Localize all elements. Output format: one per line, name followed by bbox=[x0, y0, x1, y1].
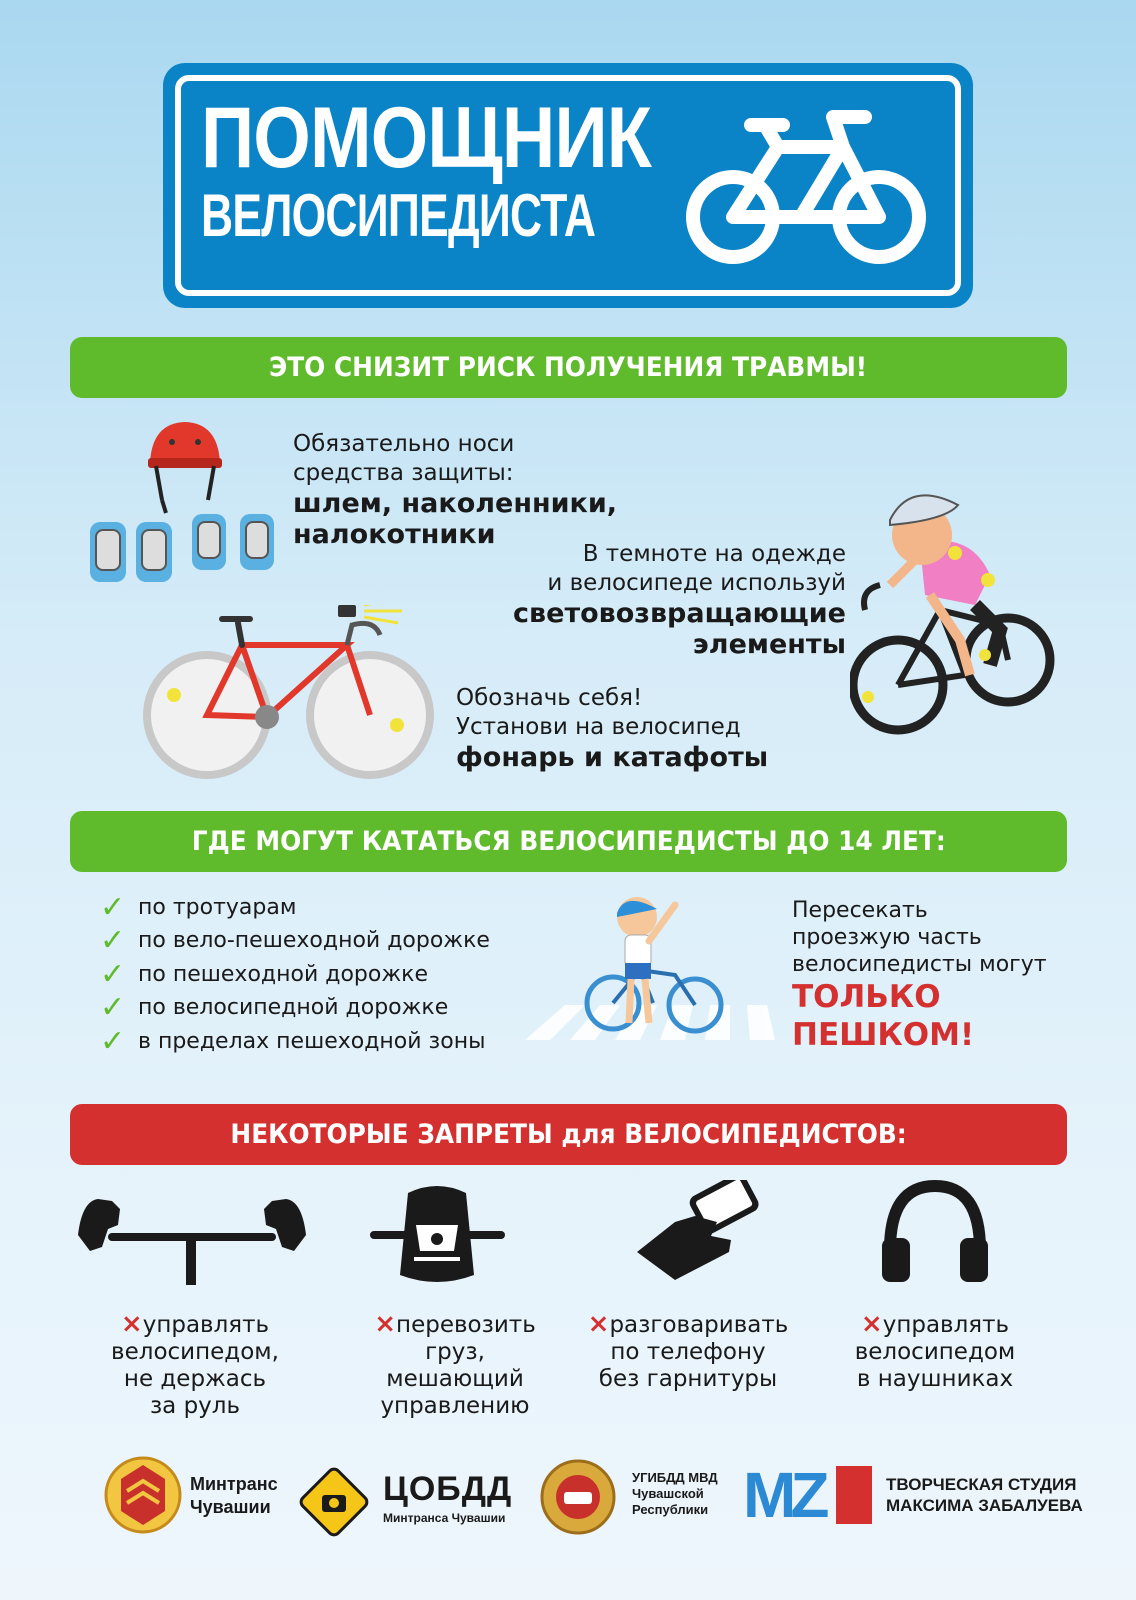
where-to-ride-banner: ГДЕ МОГУТ КАТАТЬСЯ ВЕЛОСИПЕДИСТЫ ДО 14 ЛЕТ: bbox=[70, 811, 1067, 872]
ugibdd-emblem bbox=[538, 1456, 618, 1538]
check-icon: ✓ bbox=[100, 990, 126, 1026]
road-bike-illustration bbox=[142, 605, 434, 785]
child-crosswalk-illustration bbox=[525, 895, 775, 1045]
ban-text-cargo: ×перевозить груз, мешающий управлению bbox=[374, 1309, 536, 1419]
cross-icon: × bbox=[120, 1309, 143, 1339]
list-item: ✓ по пешеходной дорожке bbox=[100, 956, 428, 992]
studio-mark: MZ bbox=[743, 1459, 824, 1531]
phone-in-hand-icon bbox=[635, 1180, 775, 1290]
title-line-2: ВЕЛОСИПЕДИСТА bbox=[201, 182, 596, 249]
crossing-text: Пересекать проезжую часть велосипедисты могут ТОЛЬКО ПЕШКОМ! bbox=[792, 898, 1047, 1053]
headphones-icon bbox=[880, 1180, 990, 1285]
ban-text-no-hands: ×управлять велосипедом, не держась за руль bbox=[111, 1309, 279, 1419]
cyclist-illustration bbox=[850, 475, 1055, 745]
cobdd-sign-icon bbox=[295, 1463, 373, 1541]
ugibdd-logo-text: УГИБДД МВД Чувашской Республики bbox=[632, 1470, 718, 1517]
title-line-1: ПОМОЩНИК bbox=[201, 90, 652, 186]
backpack-on-handlebar-icon bbox=[370, 1185, 505, 1295]
cross-icon: × bbox=[374, 1309, 397, 1339]
safety-banner: ЭТО СНИЗИТ РИСК ПОЛУЧЕНИЯ ТРАВМЫ! bbox=[70, 337, 1067, 398]
cross-icon: × bbox=[860, 1309, 883, 1339]
studio-film-icon bbox=[836, 1466, 872, 1524]
list-item: ✓ в пределах пешеходной зоны bbox=[100, 1023, 486, 1059]
protection-text: Обязательно носи средства защиты: шлем, наколенники, налокотники bbox=[293, 431, 618, 550]
studio-logo-text: ТВОРЧЕСКАЯ СТУДИЯ МАКСИМА ЗАБАЛУЕВА bbox=[886, 1475, 1083, 1515]
mintrans-logo-text: Минтранс Чувашии bbox=[190, 1474, 278, 1517]
list-item: ✓ по тротуарам bbox=[100, 889, 297, 925]
allowed-places-list bbox=[100, 891, 490, 1059]
check-icon: ✓ bbox=[100, 956, 126, 992]
check-icon: ✓ bbox=[100, 923, 126, 959]
cross-icon: × bbox=[587, 1309, 610, 1339]
list-item: ✓ по велосипедной дорожке bbox=[100, 990, 449, 1026]
lights-text: Обозначь себя! Установи на велосипед фонарь и катафоты bbox=[456, 685, 769, 773]
mintrans-emblem bbox=[103, 1455, 183, 1535]
reflective-text: В темноте на одежде и велосипеде используй световозвращающие элементы bbox=[513, 541, 846, 660]
knee-pads-icon bbox=[88, 512, 288, 597]
check-icon: ✓ bbox=[100, 889, 126, 925]
cobdd-subtitle: Минтранса Чувашии bbox=[383, 1511, 506, 1525]
cobdd-name: ЦОБДД bbox=[383, 1470, 513, 1508]
ban-text-phone: ×разговаривать по телефону без гарнитуры bbox=[587, 1309, 789, 1392]
title-sign bbox=[163, 63, 973, 308]
prohibitions-banner: НЕКОТОРЫЕ ЗАПРЕТЫ для ВЕЛОСИПЕДИСТОВ: bbox=[70, 1104, 1067, 1165]
check-icon: ✓ bbox=[100, 1023, 126, 1059]
list-item: ✓ по вело-пешеходной дорожке bbox=[100, 923, 490, 959]
helmet-icon bbox=[140, 418, 230, 518]
ban-text-headphones: ×управлять велосипедом в наушниках bbox=[854, 1309, 1016, 1392]
hands-off-handlebar-icon bbox=[72, 1195, 312, 1295]
bicycle-icon bbox=[683, 99, 933, 279]
